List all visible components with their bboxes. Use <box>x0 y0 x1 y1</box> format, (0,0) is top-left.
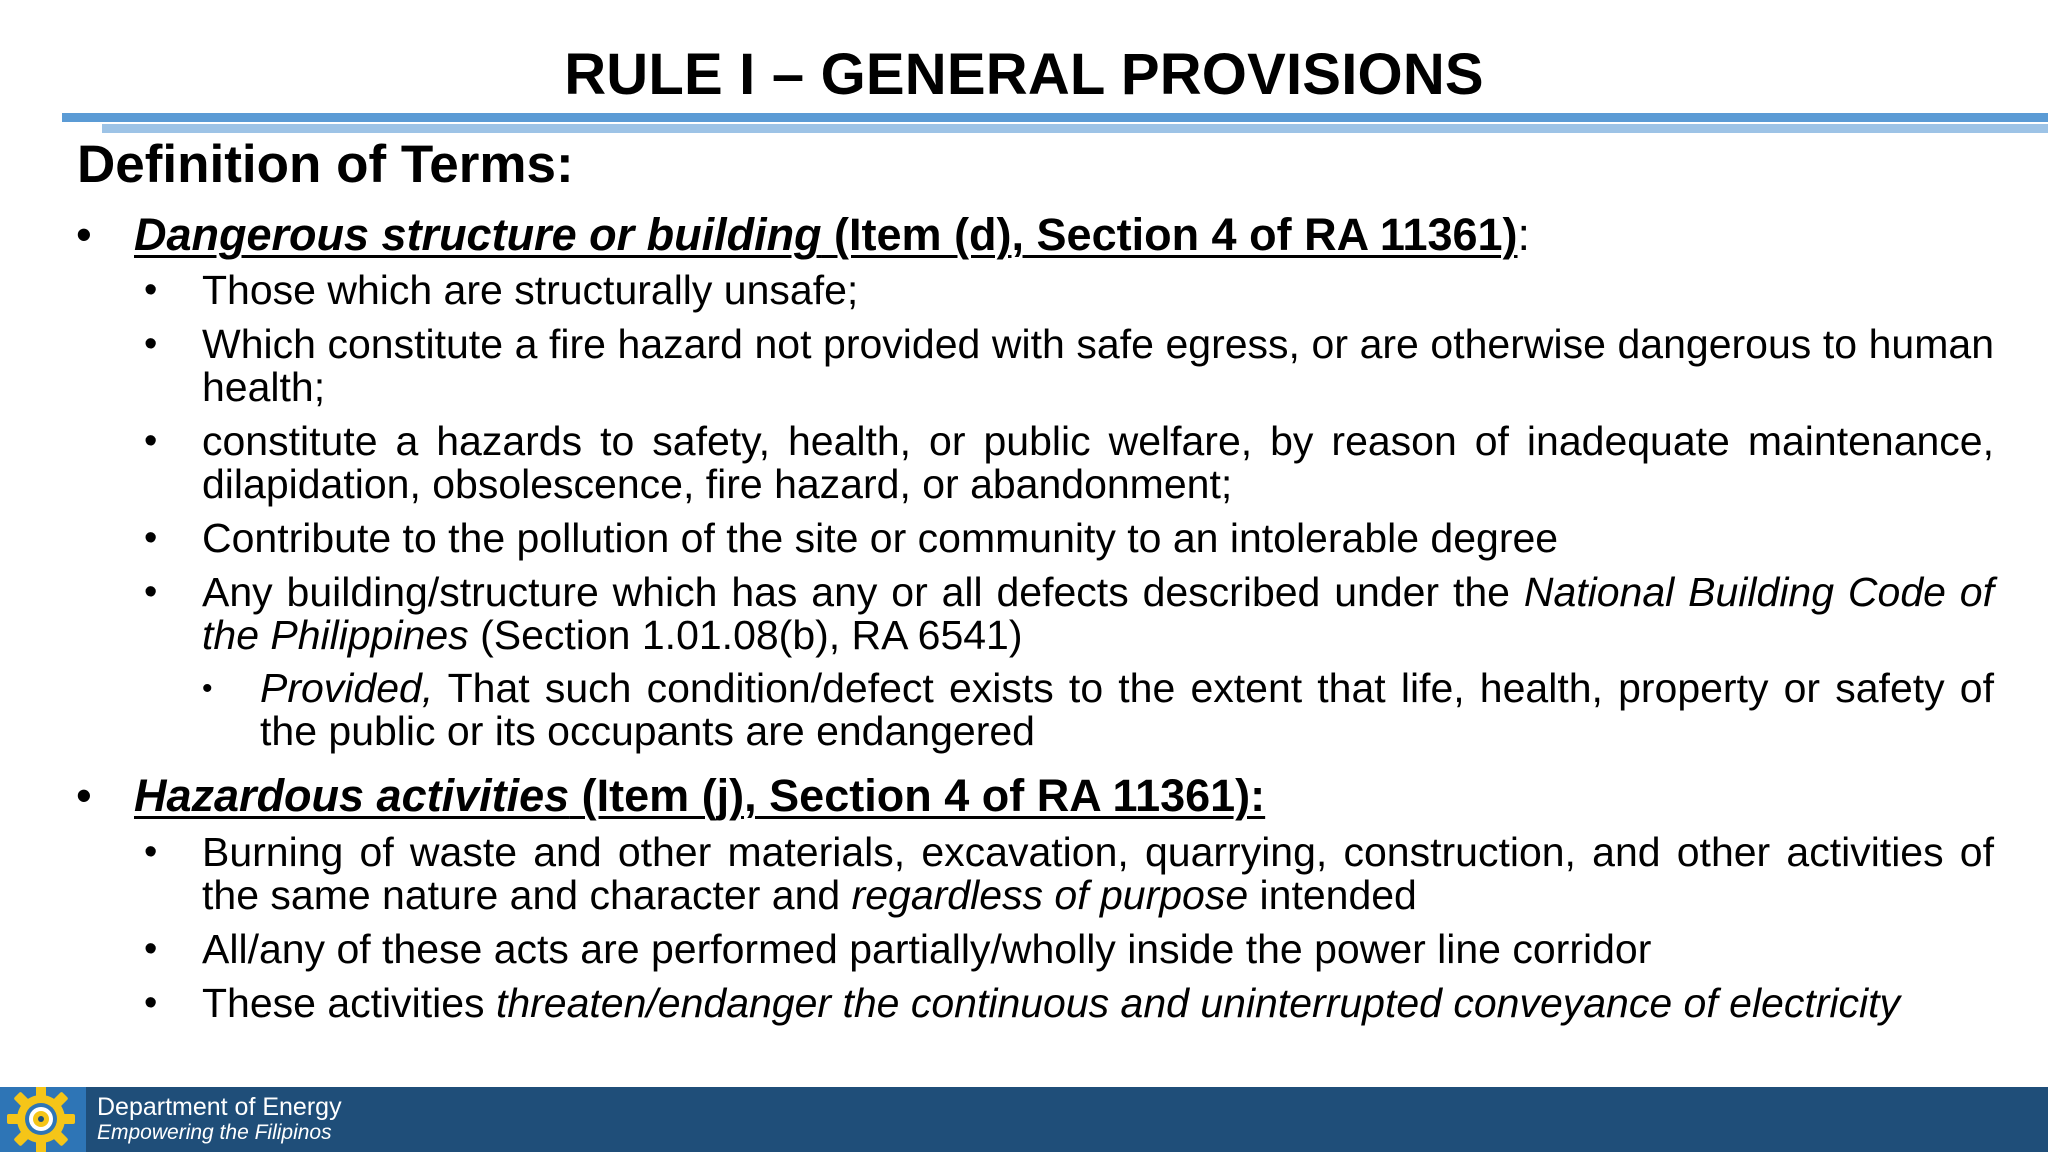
point-text: Any building/structure which has any or all defects described under the <box>202 569 1524 615</box>
list-item <box>144 418 1994 507</box>
bullet-icon: • <box>144 517 158 559</box>
list-item <box>144 926 1994 972</box>
bullet-icon: • <box>76 209 92 260</box>
term-suffix: : <box>1517 209 1531 260</box>
term-name: Dangerous structure or building <box>134 209 822 260</box>
list-item <box>144 515 1994 561</box>
bullet-icon: • <box>202 672 213 705</box>
point-text: These activities <box>202 980 496 1026</box>
point-text: constitute a hazards to safety, health, or public welfare, by reason of inadequate maintenance, dilapidation, obsolescence, fire hazard, or abandonment; <box>202 418 1994 507</box>
bullet-icon: • <box>144 420 158 462</box>
point-text: Burning of waste and other materials, excavation, quarrying, construction, and other activities of the same nature and character and <box>202 829 1994 918</box>
footer-tagline: Empowering the Filipinos <box>97 1121 332 1144</box>
point-text: Contribute to the pollution of the site or community to an intolerable degree <box>202 515 1559 561</box>
bullet-icon: • <box>144 982 158 1024</box>
title-rule-primary <box>62 113 2048 122</box>
footer-bar <box>0 1087 2048 1152</box>
bullet-icon: • <box>144 831 158 873</box>
term-reference: (Item (j), Section 4 of RA 11361): <box>569 770 1266 821</box>
list-item <box>144 321 1994 410</box>
list-item <box>144 569 1994 658</box>
point-text: All/any of these acts are performed partially/wholly inside the power line corridor <box>202 926 1652 972</box>
bullet-icon: • <box>144 269 158 311</box>
proviso-italic: Provided, <box>260 665 434 711</box>
point-text-italic: National Building Code of the Philippines <box>202 569 1994 658</box>
term-name: Hazardous activities <box>134 770 570 821</box>
footer-organization: Department of Energy <box>97 1093 342 1121</box>
list-item <box>144 267 1994 313</box>
doe-gear-sun-logo-icon <box>0 1087 86 1152</box>
term-hazardous-activities <box>76 770 1994 822</box>
bullet-icon: • <box>76 770 92 821</box>
section-heading: Definition of Terms: <box>77 135 574 194</box>
point-text: Which constitute a fire hazard not provided with safe egress, or are otherwise dangerous to human health; <box>202 321 1994 410</box>
slide-title: RULE I – GENERAL PROVISIONS <box>564 42 1484 107</box>
point-text: Those which are structurally unsafe; <box>202 267 859 313</box>
point-text-after: intended <box>1248 872 1417 918</box>
list-item <box>144 980 1994 1026</box>
point-text-italic: regardless of purpose <box>851 872 1249 918</box>
term-reference: (Item (d), Section 4 of RA 11361) <box>821 209 1518 260</box>
title-rule-secondary <box>102 124 2048 133</box>
list-item <box>144 829 1994 918</box>
bullet-icon: • <box>144 571 158 613</box>
term-dangerous-structure <box>76 209 1994 261</box>
bullet-icon: • <box>144 928 158 970</box>
proviso-item <box>202 665 1994 754</box>
proviso-text: That such condition/defect exists to the extent that life, health, property or safety of the public or its occupants are endangered <box>260 665 1994 754</box>
point-text-after: (Section 1.01.08(b), RA 6541) <box>468 612 1023 658</box>
point-text-italic: threaten/endanger the continuous and uninterrupted conveyance of electricity <box>495 980 1901 1026</box>
bullet-icon: • <box>144 323 158 365</box>
